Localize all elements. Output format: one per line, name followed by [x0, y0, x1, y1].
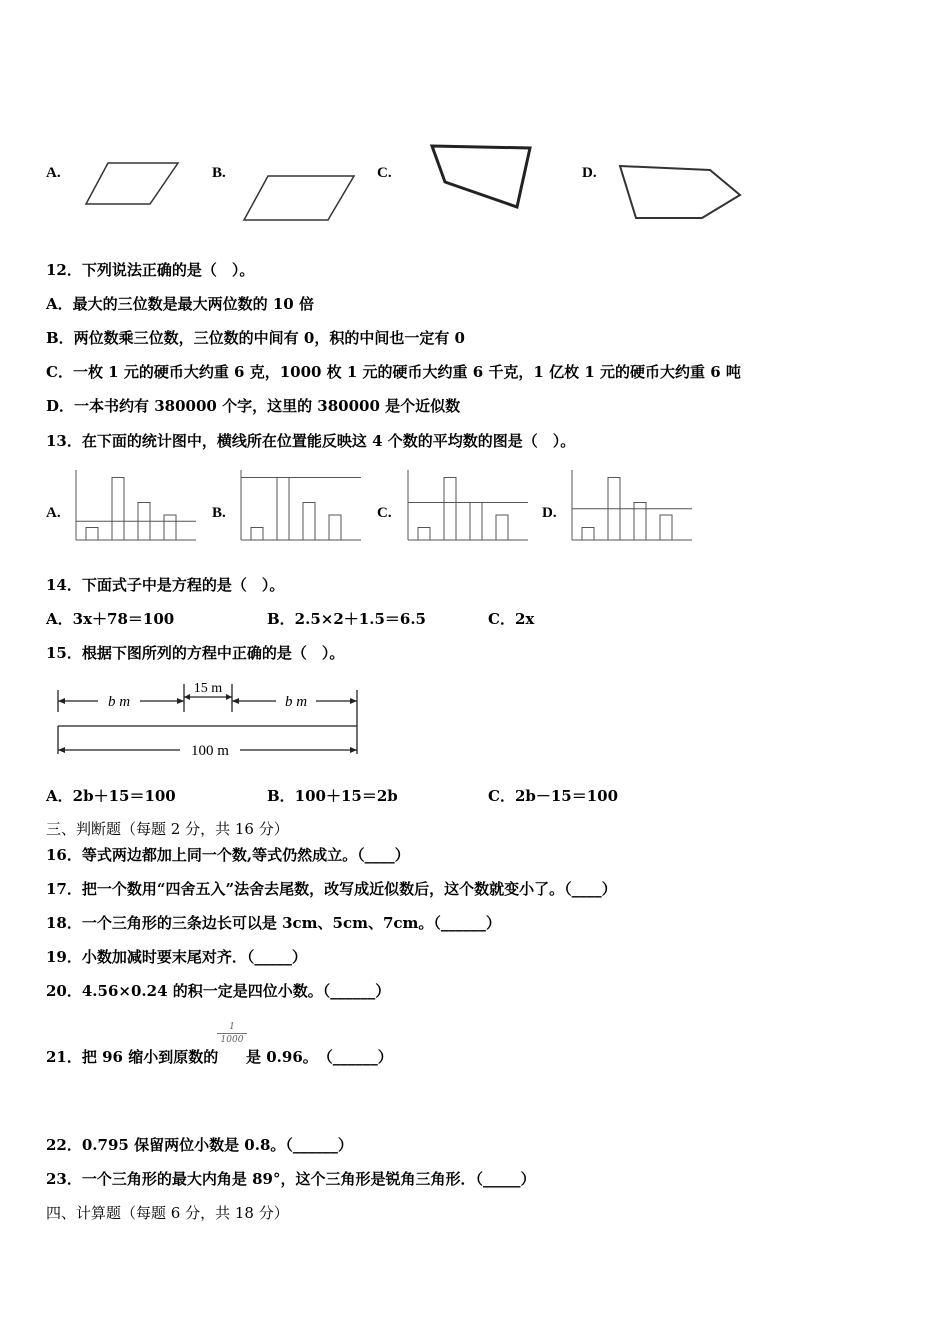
q13-label-b: B.: [212, 505, 226, 521]
q13-chart-b: [239, 466, 363, 544]
q13-label-a: A.: [46, 505, 61, 521]
q15-option-a: A．2b＋15＝100: [46, 787, 176, 805]
q15-option-c: C．2b－15＝100: [488, 787, 619, 805]
q15-label-middle: 15 m: [193, 681, 223, 696]
q22-item: 22．0.795 保留两位小数是 0.8。（______）: [46, 1136, 353, 1154]
chart-bar: [277, 478, 289, 541]
q21-fraction-denominator: 1000: [220, 1035, 244, 1045]
q13-stem: 13．在下面的统计图中，横线所在位置能反映这 4 个数的平均数的图是（ ）。: [46, 432, 576, 450]
q12-option-d: D．一本书约有 380000 个字，这里的 380000 是个近似数: [46, 397, 461, 415]
q15-label-left: b m: [107, 694, 131, 710]
q11-label-a: A.: [46, 165, 61, 181]
chart-bar: [634, 503, 646, 541]
q11-parallelogram-a: [80, 160, 185, 210]
q13-chart-d: [570, 466, 694, 544]
q12-option-a: A．最大的三位数是最大两位数的 10 倍: [46, 295, 314, 313]
q11-label-d: D.: [582, 165, 597, 181]
chart-bar: [86, 528, 98, 541]
q15-stem: 15．根据下图所列的方程中正确的是（ ）。: [46, 644, 345, 662]
q21-fraction: [217, 1021, 247, 1046]
q17-item: 17．把一个数用“四舍五入”法舍去尾数，改写成近似数后，这个数就变小了。（____）: [46, 880, 617, 898]
q23-item: 23．一个三角形的最大内角是 89°，这个三角形是锐角三角形．（_____）: [46, 1170, 536, 1188]
chart-bar: [418, 528, 430, 541]
q14-option-b: B．2.5×2＋1.5＝6.5: [267, 610, 426, 628]
q14-option-a: A．3x＋78＝100: [46, 610, 175, 628]
q21-fraction-numerator: 1: [217, 1021, 247, 1034]
chart-bar: [582, 528, 594, 541]
q11-pentagon-d: [612, 160, 747, 222]
q12-option-b: B．两位数乘三位数，三位数的中间有 0，积的中间也一定有 0: [46, 329, 465, 347]
chart-bar: [112, 478, 124, 541]
q14-stem: 14．下面式子中是方程的是（ ）。: [46, 576, 285, 594]
q15-label-right: b m: [284, 694, 308, 710]
chart-bar: [303, 503, 315, 541]
q11-label-c: C.: [377, 165, 392, 181]
q11-quadrilateral-c: [428, 142, 538, 214]
q15-option-b: B．100＋15＝2b: [267, 787, 398, 805]
section3-title: 三、判断题（每题 2 分，共 16 分）: [46, 820, 289, 838]
q19-item: 19．小数加减时要末尾对齐．（_____）: [46, 948, 307, 966]
q11-label-b: B.: [212, 165, 226, 181]
q14-option-c: C．2x: [488, 610, 535, 628]
chart-bar: [470, 503, 482, 541]
q21-item-before: 21．把 96 缩小到原数的: [46, 1048, 219, 1066]
q15-segment-diagram: [50, 678, 370, 763]
chart-bar: [660, 515, 672, 540]
q13-label-d: D.: [542, 505, 557, 521]
chart-bar: [444, 478, 456, 541]
q12-stem: 12．下列说法正确的是（ ）。: [46, 261, 255, 279]
section4-title: 四、计算题（每题 6 分，共 18 分）: [46, 1204, 289, 1222]
chart-bar: [496, 515, 508, 540]
q16-item: 16．等式两边都加上同一个数,等式仍然成立。（____）: [46, 846, 410, 864]
chart-bar: [251, 528, 263, 541]
q20-item: 20．4.56×0.24 的积一定是四位小数。（______）: [46, 982, 391, 1000]
q18-item: 18．一个三角形的三条边长可以是 3cm、5cm、7cm。（______）: [46, 914, 501, 932]
q13-chart-a: [74, 466, 198, 544]
q15-label-total: 100 m: [191, 743, 229, 759]
q11-parallelogram-b: [240, 172, 360, 224]
chart-bar: [164, 515, 176, 540]
q13-label-c: C.: [377, 505, 392, 521]
chart-bar: [329, 515, 341, 540]
q21-item-after: 是 0.96。 （______）: [246, 1048, 393, 1066]
q13-chart-c: [406, 466, 530, 544]
q12-option-c: C．一枚 1 元的硬币大约重 6 克，1000 枚 1 元的硬币大约重 6 千克，1 亿枚 1 元的硬币大约重 6 吨: [46, 363, 741, 381]
